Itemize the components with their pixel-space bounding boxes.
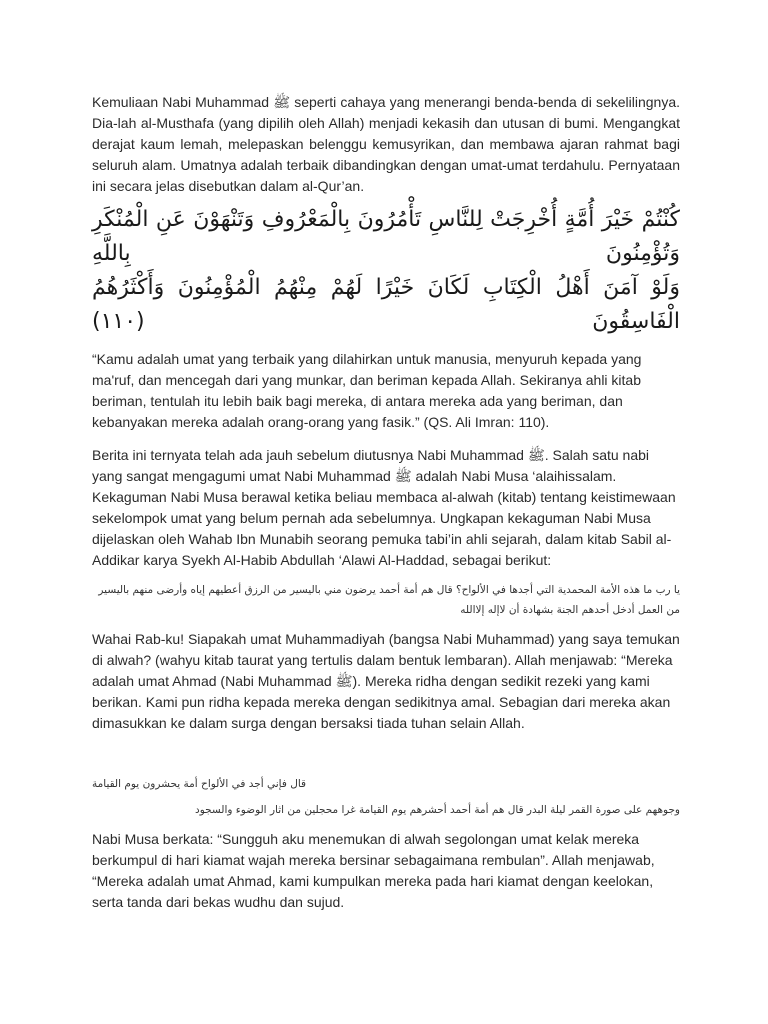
arabic-quote-2 bbox=[92, 774, 680, 820]
quran-verse-line-2: وَلَوْ آمَنَ أَهْلُ الْكِتَابِ لَكَانَ خَيْرًا لَهُمْ مِنْهُمُ الْمُؤْمِنُونَ وَأَكْثَرُهُمُ الْفَاسِقُونَ (١١٠) bbox=[92, 275, 680, 334]
arabic-quote-2-line-1: قال فإني أجد في الألواح أمة يحشرون يوم القيامة bbox=[92, 778, 307, 790]
arabic-quote-2-line-2: وجوههم على صورة القمر ليلة البدر قال هم أمة أحمد أحشرهم يوم القيامة غرا محجلين من اثار الوضوء والسجود bbox=[195, 804, 680, 816]
arabic-quote-1-line-1: يا رب ما هذه الأمة المحمدية التي أجدها في الألواح؟ قال هم أمة أحمد يرضون مني باليسير من الرزق أعطيهم إياه وأرضى منهم باليسير bbox=[98, 584, 680, 596]
arabic-quote-1-line-2: من العمل أدخل أحدهم الجنة بشهادة أن لاإله إلاالله bbox=[460, 604, 680, 616]
quote-1-translation-paragraph: Wahai Rab-ku! Siapakah umat Muhammadiyah (bangsa Nabi Muhammad) yang saya temukan di alwah? (wahyu kitab taurat yang tertulis dalam bentuk lembaran). Allah menjawab: “Mereka adalah umat Ahmad (Nabi Muhammad ﷺ). Mereka ridha dengan sedikit rezeki yang kami berikan. Kami pun ridha kepada mereka dengan sedikitnya amal. Sebagian dari mereka akan dimasukkan ke dalam surga dengan bersaksi tiada tuhan selain Allah. bbox=[92, 631, 680, 731]
quote-2-translation-paragraph: Nabi Musa berkata: “Sungguh aku menemukan di alwah segolongan umat kelak mereka berkumpul di hari kiamat wajah mereka bersinar sebagaimana rembulan”. Allah menjawab, “Mereka adalah umat Ahmad, kami kumpulkan mereka pada hari kiamat dengan keelokan, serta tanda dari bekas wudhu dan sujud. bbox=[92, 831, 655, 910]
verse-translation-paragraph: “Kamu adalah umat yang terbaik yang dilahirkan untuk manusia, menyuruh kepada yang ma'ruf, dan mencegah dari yang munkar, dan beriman kepada Allah. Sekiranya ahli kitab beriman, tentulah itu lebih baik bagi mereka, di antara mereka ada yang beriman, dan kebanyakan mereka adalah orang-orang yang fasik.” (QS. Ali Imran: 110). bbox=[92, 351, 642, 430]
arabic-quote-1 bbox=[92, 580, 680, 620]
intro-paragraph: Kemuliaan Nabi Muhammad ﷺ seperti cahaya yang menerangi benda-benda di sekelilingnya. Dia-lah al-Musthafa (yang dipilih oleh Allah) menjadi kekasih dan utusan di bumi. Mengangkat derajat kaum lemah, melepaskan belenggu kemusyrikan, dan membawa ajaran rahmat bagi seluruh alam. Umatnya adalah terbaik dibandingkan dengan umat-umat terdahulu. Pernyataan ini secara jelas disebutkan dalam al-Qur’an. bbox=[92, 94, 680, 194]
history-paragraph: Berita ini ternyata telah ada jauh sebelum diutusnya Nabi Muhammad ﷺ. Salah satu nabi yang sangat mengagumi umat Nabi Muhammad ﷺ adalah Nabi Musa ‘alaihissalam. Kekaguman Nabi Musa berawal ketika beliau membaca al-alwah (kitab) tentang keistimewaan sekelompok umat yang belum pernah ada sebelumnya. Ungkapan kekaguman Nabi Musa dijelaskan oleh Wahab Ibn Munabih seorang pemuka tabi’in ahli sejarah, dalam kitab Sabil al-Addikar karya Syekh Al-Habib Abdullah ‘Alawi Al-Haddad, sebagai berikut: bbox=[92, 447, 676, 568]
quran-verse-line-1: كُنْتُمْ خَيْرَ أُمَّةٍ أُخْرِجَتْ لِلنَّاسِ تَأْمُرُونَ بِالْمَعْرُوفِ وَتَنْهَوْنَ عَنِ الْمُنْكَرِ وَتُؤْمِنُونَ بِاللَّهِ bbox=[92, 207, 680, 266]
document-body bbox=[92, 92, 680, 913]
quran-verse bbox=[92, 203, 680, 339]
